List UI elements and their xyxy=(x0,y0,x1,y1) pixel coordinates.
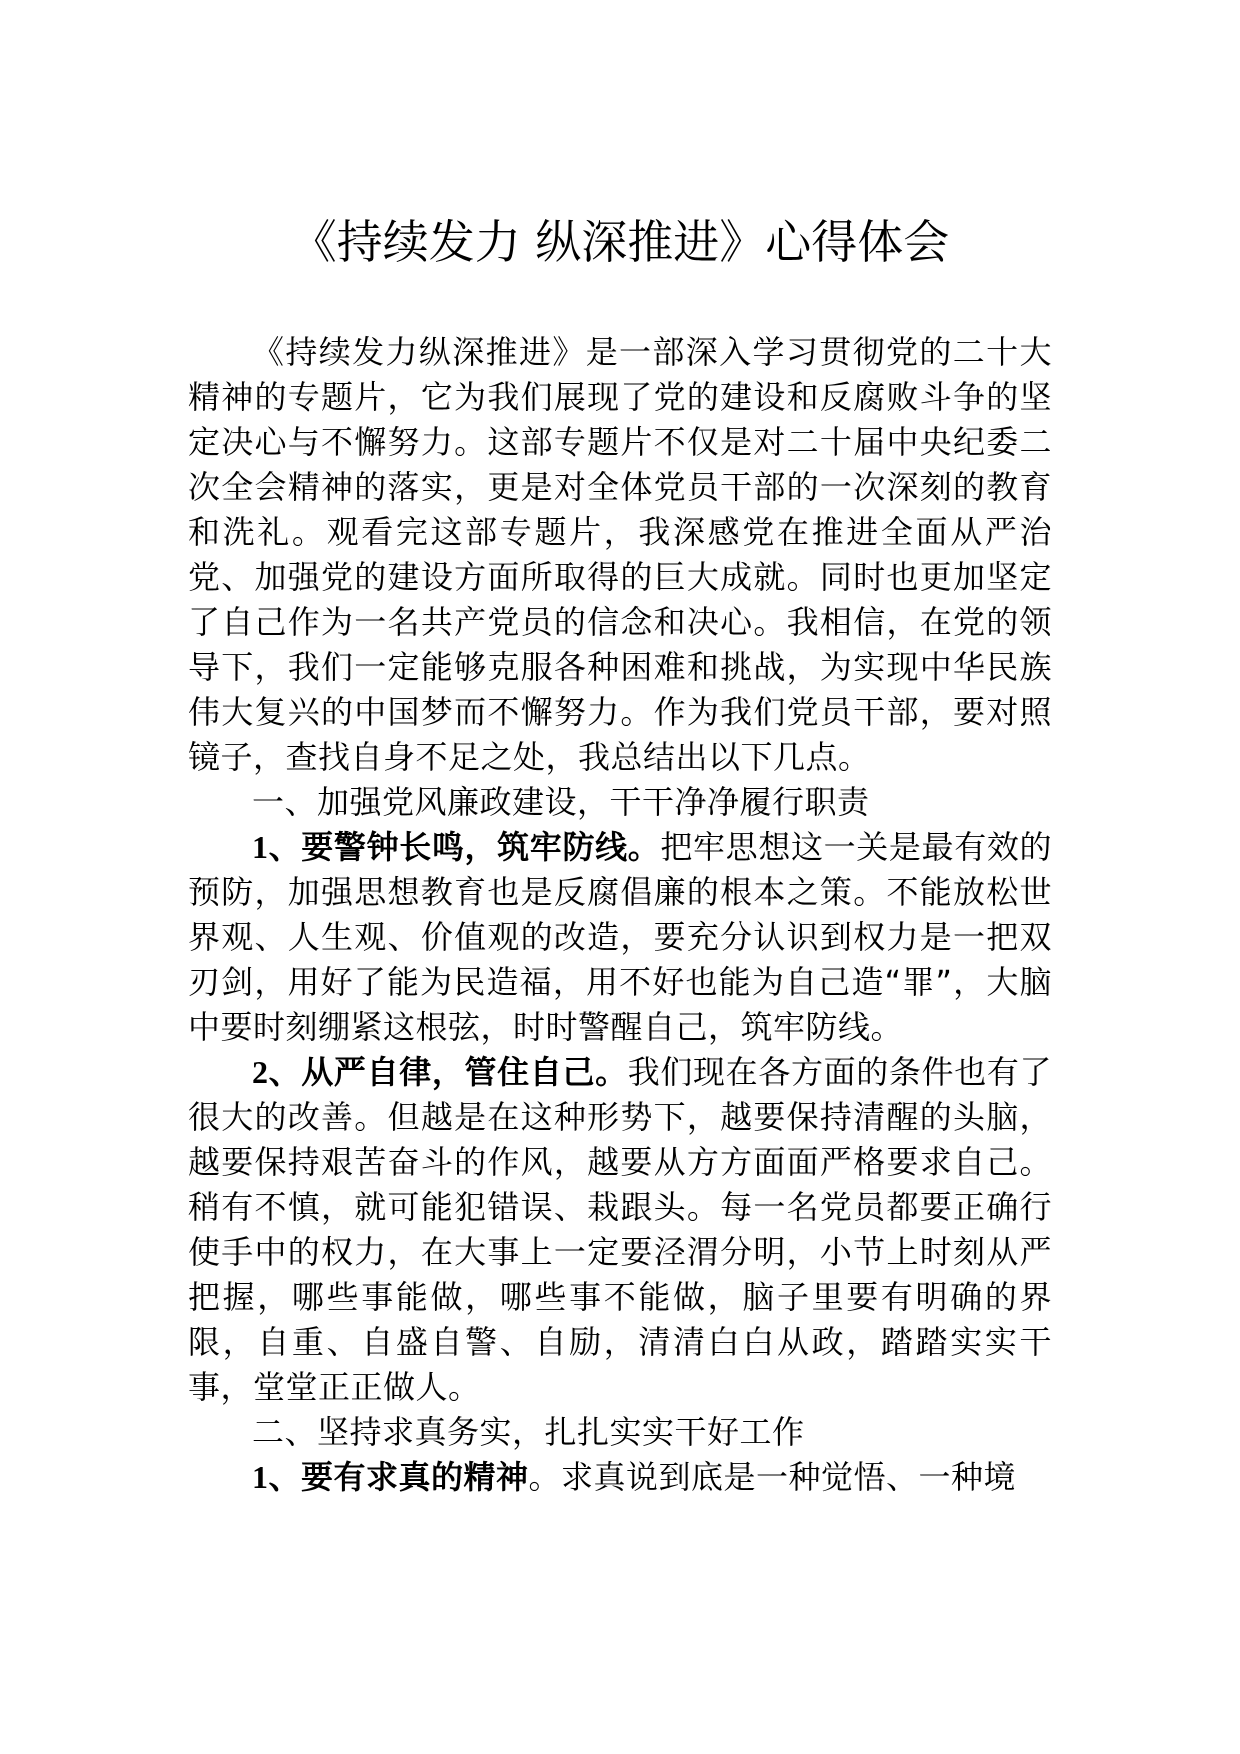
section-heading-1 xyxy=(188,780,1052,825)
section-heading-2 xyxy=(188,1410,1052,1455)
paragraph-text: 把牢思想这一关是最有效的预防，加强思想教育也是反腐倡廉的根本之策。不能放松世界观、人生观、价值观的改造，要充分认识到权力是一把双刃剑，用好了能为民造福，用不好也能为自己造“罪”，大脑中要时刻绷紧这根弦，时时警醒自己，筑牢防线。 xyxy=(188,828,1052,1046)
point-number: 1 xyxy=(252,1459,269,1495)
section-heading-text: 二、坚持求真务实，扎扎实实干好工作 xyxy=(252,1413,805,1451)
point-number: 1 xyxy=(252,829,269,865)
paragraph-intro xyxy=(188,330,1052,780)
paragraph-text: 。求真说到底是一种觉悟、一种境 xyxy=(528,1458,1017,1496)
paragraph-point-1-2 xyxy=(188,1050,1052,1410)
paragraph-text: 我们现在各方面的条件也有了很大的改善。但越是在这种形势下，越要保持清醒的头脑，越要保持艰苦奋斗的作风，越要从方方面面严格要求自己。稍有不慎，就可能犯错误、栽跟头。每一名党员都要正确行使手中的权力，在大事上一定要泾渭分明，小节上时刻从严把握，哪些事能做，哪些事不能做，脑子里要有明确的界限，自重、自盛自警、自励，清清白白从政，踏踏实实干事，堂堂正正做人。 xyxy=(188,1053,1052,1406)
point-heading: 、从严自律，管住自己。 xyxy=(268,1053,628,1091)
paragraph-point-1-1 xyxy=(188,825,1052,1050)
section-heading-text: 一、加强党风廉政建设，干干净净履行职责 xyxy=(252,783,870,821)
point-heading: 、要有求真的精神 xyxy=(268,1458,529,1496)
paragraph-text: 《持续发力纵深推进》是一部深入学习贯彻党的二十大精神的专题片，它为我们展现了党的建设和反腐败斗争的坚定决心与不懈努力。这部专题片不仅是对二十届中央纪委二次全会精神的落实，更是对全体党员干部的一次深刻的教育和洗礼。观看完这部专题片，我深感党在推进全面从严治党、加强党的建设方面所取得的巨大成就。同时也更加坚定了自己作为一名共产党员的信念和决心。我相信，在党的领导下，我们一定能够克服各种困难和挑战，为实现中华民族伟大复兴的中国梦而不懈努力。作为我们党员干部，要对照镜子，查找自身不足之处，我总结出以下几点。 xyxy=(188,333,1052,776)
document-title: 《持续发力 纵深推进》心得体会 xyxy=(290,215,950,269)
point-number: 2 xyxy=(252,1054,269,1090)
point-heading: 、要警钟长鸣，筑牢防线。 xyxy=(268,828,661,866)
document-body xyxy=(188,330,1052,1500)
paragraph-point-2-1 xyxy=(188,1455,1052,1500)
